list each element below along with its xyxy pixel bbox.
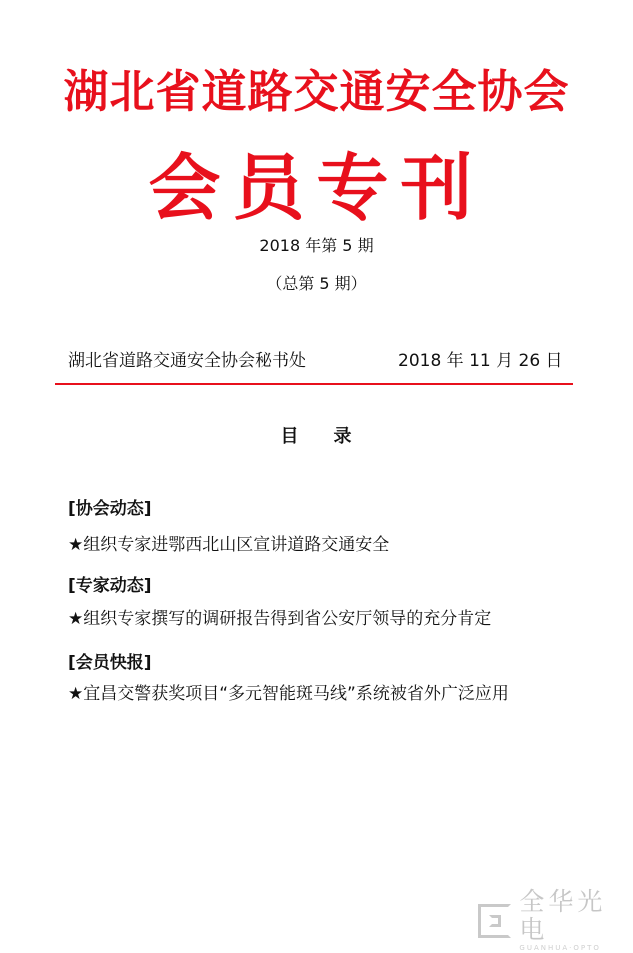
- toc-item: ★组织专家撰写的调研报告得到省公安厅领导的充分肯定: [68, 609, 492, 629]
- secretariat-name: 湖北省道路交通安全协会秘书处: [68, 351, 306, 371]
- watermark-en: GUANHUA·OPTO: [519, 944, 601, 952]
- org-title: 湖北省道路交通安全协会: [63, 65, 570, 118]
- toc-title-right: 录: [333, 426, 353, 447]
- publish-date: 2018 年 11 月 26 日: [398, 351, 563, 371]
- toc-item: ★组织专家进鄂西北山区宣讲道路交通安全: [68, 535, 390, 555]
- toc-item: ★宜昌交警获奖项目“多元智能斑马线”系统被省外广泛应用: [68, 684, 509, 704]
- watermark-frame-icon: [478, 904, 511, 938]
- toc-section-heading: [会员快报]: [68, 653, 152, 673]
- toc-section-heading: [专家动态]: [68, 576, 152, 596]
- toc-title-left: 目: [280, 426, 300, 447]
- toc-title: [0, 422, 633, 448]
- watermark-logo: [478, 888, 633, 953]
- toc-section-heading: [协会动态]: [68, 499, 152, 519]
- total-issue-number: （总第 5 期）: [266, 274, 367, 293]
- red-divider: [55, 383, 573, 385]
- watermark-cn: 全华光电: [519, 887, 607, 944]
- magazine-title: 会员专刊: [148, 145, 485, 230]
- issue-number: 2018 年第 5 期: [259, 236, 374, 255]
